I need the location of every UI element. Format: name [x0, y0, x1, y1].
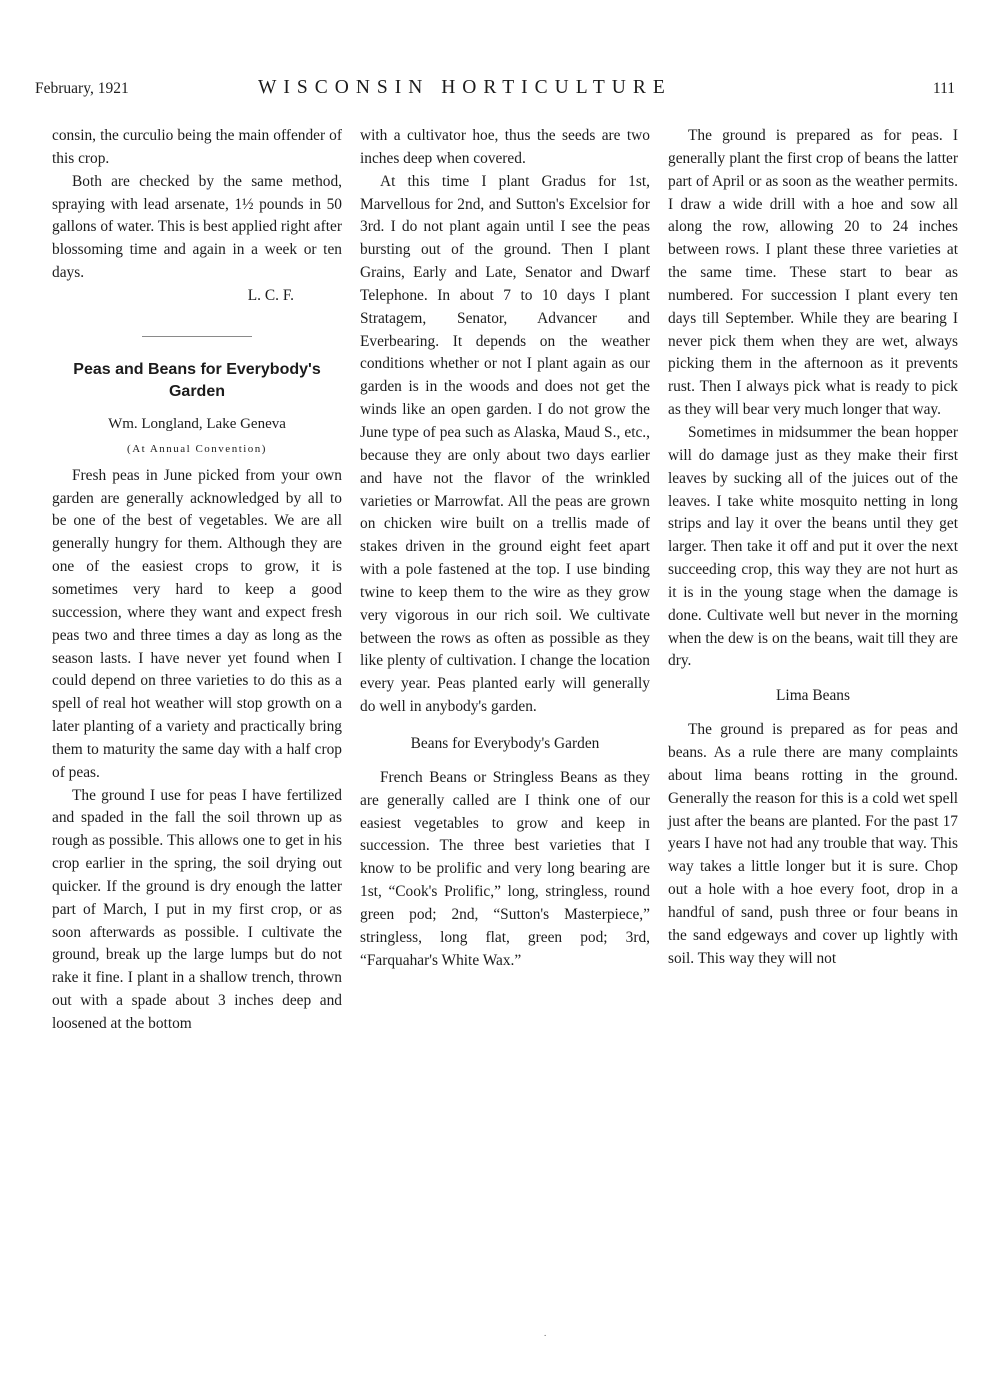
- paragraph-spraying: Both are checked by the same method, spraying with lead arsenate, 1½ pounds in 50 gallons of water. This is best applied right after blossoming time and again in a week or ten days.: [52, 172, 342, 282]
- paragraph-bean-hopper: Sometimes in midsummer the bean hopper will do damage just as they make their first leaves by sucking all of the juices out of the leaves. I take white mosquito netting in long strips and lay it over the beans until they get larger. Then take it off and put it over the next succeeding crop, this way they are not hurt as it is in the young stage when the damage is done. Cultivate well but never in the morning when the dew is on the beans, wait till they are dry.: [668, 423, 958, 670]
- page-mark: .: [544, 1328, 547, 1338]
- author-initials: L. C. F.: [247, 286, 294, 304]
- paragraph-french-beans: French Beans or Stringless Beans as they are generally called are I think one of our easiest vegetables to grow and keep in succession. The three best varieties that I know to be prolific and very long bearing are 1st, “Cook's Prolific,” long, stringless, round green pod; 2nd, “Sutton's Masterpiece,” stringless, long flat, green pod; 3rd, “Farquahar's White Wax.”: [360, 768, 650, 969]
- issue-date: February, 1921: [35, 80, 129, 97]
- article-byline: Wm. Longland, Lake Geneva: [108, 415, 286, 432]
- subhead-beans: Beans for Everybody's Garden: [410, 734, 600, 752]
- paragraph-bean-planting: The ground is prepared as for peas. I generally plant the first crop of beans the latter part of April or as soon as the weather permits. I draw a wide drill with a hoe and sow all along the row, allowing 20 to 24 inches between rows. I plant these three varieties at the same time. These start to bear as numbered. For succession I plant every ten days till September. While they are bearing I never pick them when they are wet, always picking them in the afternoon as it prevents rust. Then I always pick what is ready to pick as they will bear very much longer that way.: [668, 127, 958, 419]
- text-column-3: [668, 125, 958, 971]
- paragraph-continued: consin, the curculio being the main offender of this crop.: [52, 127, 342, 167]
- paragraph-continued: with a cultivator hoe, thus the seeds are two inches deep when covered.: [360, 127, 650, 167]
- byline-note: (At Annual Convention): [127, 442, 267, 455]
- page-number: 111: [932, 80, 955, 97]
- paragraph-pea-varieties: At this time I plant Gradus for 1st, Marvellous for 2nd, and Sutton's Excelsior for 3rd. I do not plant again until I see the peas bursting out of the ground. Then I plant Grains, Early and Late, Senator and Dwarf Telephone. In about 7 to 10 days I plant Stratagem, Senator, Advancer and Everbearing. It depends on the weather conditions whether or not I plant again as our garden is in the woods and does not get the winds like an open garden. I do not grow the June type of pea such as Alaska, Maud S., etc., because they are only about two days earlier and have not the flavor of the wrinkled varieties or Marrowfat. All the peas are grown on chicken wire built on a trellis made of stakes driven in the ground eight feet apart with a pole fastened at the top. I use binding twine to keep them to the wire as they grow very vigorous in our rich soil. We cultivate between the rows as often as possible as they like plenty of cultivation. I change the location every year. Peas planted early will generally do well in anybody's garden.: [360, 172, 650, 716]
- journal-title: WISCONSIN HORTICULTURE: [258, 77, 672, 98]
- paragraph-fresh-peas: Fresh peas in June picked from your own garden are generally acknowledged by all to be one of the best of vegetables. We are all generally hungry for them. Although they are one of the easiest crops to grow, it is sometimes very hard to keep a good succession, where they want and expect fresh peas two and three times a day as long as the season lasts. I have never yet found when I could depend on three varieties to do this as a spell of real hot weather will stop growth on a later planting of a variety and practically bring them to maturity the same day with a half crop of peas.: [52, 466, 342, 781]
- text-column-1: [52, 125, 342, 1036]
- article-title: Peas and Beans for Everybody's Garden: [73, 360, 321, 400]
- section-divider: [142, 336, 252, 337]
- paragraph-lima-beans: The ground is prepared as for peas and beans. As a rule there are many complaints about lima beans rotting in the ground. Generally the reason for this is a cold wet spell just after the beans are planted. For the past 17 years I have not had any trouble that way. This way takes a little longer but it is sure. Chop out a hole with a hoe every foot, drop in a handful of sand, push three or four beans in the sand edgeways and cover up lightly with soil. This way they will not: [668, 721, 958, 967]
- text-column-2: [360, 125, 650, 973]
- running-head: [35, 77, 955, 110]
- paragraph-pea-ground: The ground I use for peas I have fertilized and spaded in the fall the soil thrown up as rough as possible. This allows one to get in his crop earlier in the spring, the soil drying out quicker. If the ground is dry enough the latter part of March, I put in my first crop, or as soon afterwards as possible. I cultivate the ground, break up the large lumps but do not rake it fine. I plant in a shallow trench, thrown out with a spade about 3 inches deep and loosened at the bottom: [52, 786, 342, 1032]
- subhead-lima-beans: Lima Beans: [776, 687, 850, 705]
